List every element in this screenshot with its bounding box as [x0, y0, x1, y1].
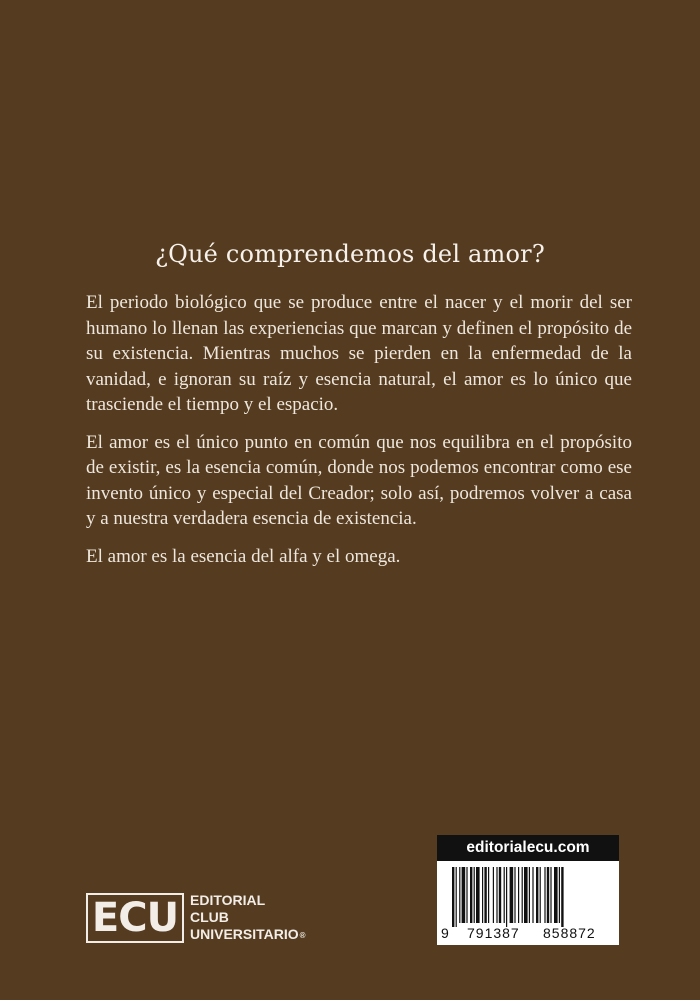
barcode-bar: [456, 867, 457, 927]
barcode-bar: [554, 867, 558, 923]
barcode-bar: [518, 867, 519, 923]
barcode-bar: [488, 867, 489, 923]
barcode-bar: [561, 867, 563, 927]
barcode-bar: [493, 867, 494, 923]
barcode-bar: [484, 867, 486, 923]
synopsis: [86, 290, 632, 581]
barcode-bar: [459, 867, 460, 923]
barcode-bar: [532, 867, 533, 923]
barcode-bar: [547, 867, 549, 923]
registered-mark: ®: [299, 930, 306, 940]
barcode-bar: [524, 867, 528, 923]
barcode-bar: [504, 867, 505, 923]
synopsis-paragraph-3: El amor es la esencia del alfa y el omega.: [86, 545, 401, 567]
synopsis-paragraph-2: El amor es el único punto en común que nos equilibra en el propósito de existir, es la esencia común, donde nos podemos encontrar como ese invento único y especial del Creador; solo así, podremos volver a casa y a nuestra verdadera esencia de existencia.: [86, 431, 632, 529]
barcode-bar: [474, 867, 475, 923]
barcode-bar: [529, 867, 530, 923]
barcode-bar: [550, 867, 551, 923]
barcode-bar: [466, 867, 467, 923]
publisher-name-line-2: CLUB: [190, 909, 229, 925]
barcode-digits: [437, 925, 619, 943]
barcode: [437, 861, 619, 945]
barcode-bar: [559, 867, 560, 923]
publisher-name-line-3: UNIVERSITARIO®: [190, 926, 306, 942]
cover-title: ¿Qué comprendemos del amor?: [155, 240, 545, 268]
ecu-logo-mark: ECU: [86, 893, 184, 943]
barcode-bar: [476, 867, 480, 923]
barcode-bar: [482, 867, 483, 923]
barcode-bar: [522, 867, 523, 923]
barcode-bar: [470, 867, 472, 923]
barcode-digits-group-1: 791387: [467, 925, 520, 941]
publisher-name: [190, 892, 306, 944]
barcode-bar: [510, 867, 514, 923]
barcode-digits-group-2: 858872: [543, 925, 596, 941]
barcode-digit-lead: 9: [441, 925, 449, 941]
synopsis-paragraph-1: El periodo biológico que se produce entre el nacer y el morir del ser humano lo llenan las experiencias que marcan y definen el propósito de su existencia. Mientras muchos se pierden en la enfermedad de la vanidad, e ignoran su raíz y esencia natural, el amor es lo único que trasciende el tiempo y el espacio.: [86, 292, 632, 415]
barcode-bar: [496, 867, 497, 923]
publisher-logo: [86, 892, 306, 944]
website-label: editorialecu.com: [437, 835, 619, 861]
isbn-barcode-block: [437, 835, 619, 945]
barcode-bar: [499, 867, 501, 923]
barcode-bars: [452, 867, 604, 927]
barcode-bar: [536, 867, 538, 923]
barcode-bar: [540, 867, 541, 923]
publisher-name-line-1: EDITORIAL: [190, 892, 266, 908]
barcode-bar: [544, 867, 545, 923]
barcode-bar: [514, 867, 515, 923]
barcode-bar: [462, 867, 466, 923]
barcode-bar: [452, 867, 454, 927]
barcode-bar: [506, 867, 507, 927]
